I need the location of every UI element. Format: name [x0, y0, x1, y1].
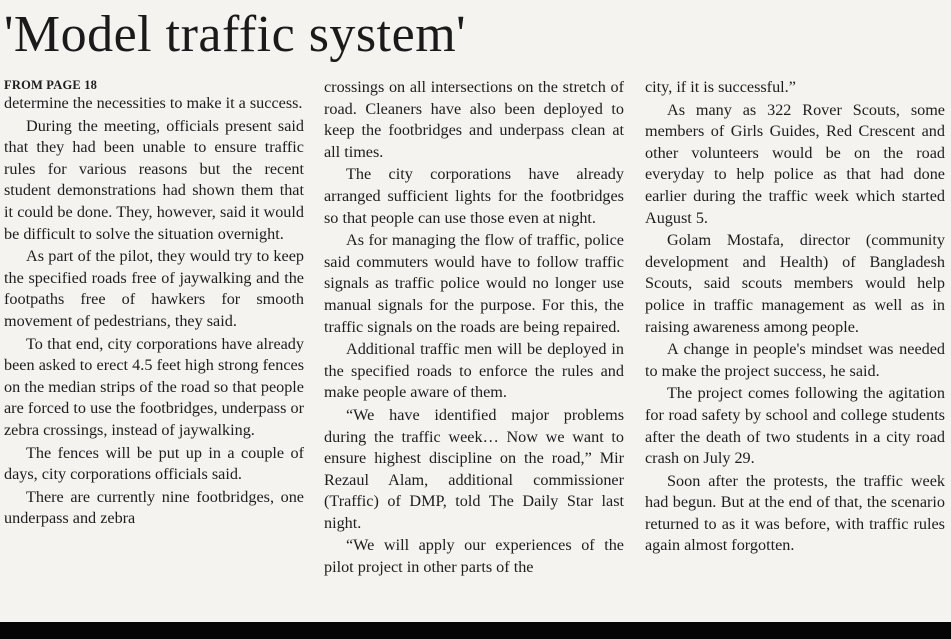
paragraph: “We have identified major problems during the traffic week… Now we want to ensure highest discipline on the road,” Mir Rezaul Alam, additional commissioner (Traffic) of DMP, told The Daily Star last night. — [324, 405, 624, 532]
headline: 'Model traffic system' — [4, 6, 467, 63]
article-column-2 — [324, 77, 624, 579]
paragraph: There are currently nine footbridges, one underpass and zebra — [4, 487, 304, 528]
paragraph: city, if it is successful.” — [645, 78, 796, 96]
paragraph: Golam Mostafa, director (community development and Health) of Bangladesh Scouts, said scouts members would help police in traffic management as well as in raising awareness among people. — [645, 231, 945, 336]
article-column-3 — [645, 77, 945, 557]
paragraph: “We will apply our experiences of the pilot project in other parts of the — [324, 536, 624, 577]
paragraph: Additional traffic men will be deployed in the specified roads to enforce the rules and make people aware of them. — [324, 340, 624, 402]
paragraph: Soon after the protests, the traffic week had begun. But at the end of that, the scenario returned to as it was before, with traffic rules again almost forgotten. — [645, 471, 945, 555]
paragraph: crossings on all intersections on the stretch of road. Cleaners have also been deployed to keep the footbridges and underpass clean at all times. — [324, 78, 624, 161]
paragraph: The fences will be put up in a couple of days, city corporations officials said. — [4, 443, 304, 484]
paragraph: To that end, city corporations have already been asked to erect 4.5 feet high strong fences on the median strips of the road so that people are forced to use the footbridges, underpass or zebra crossings, instead of jaywalking. — [4, 334, 304, 439]
continued-from-label: FROM PAGE 18 — [4, 78, 98, 92]
paragraph: The project comes following the agitation for road safety by school and college students after the death of two students in a city road crash on July 29. — [645, 384, 945, 468]
paragraph: A change in people's mindset was needed to make the project success, he said. — [645, 340, 945, 380]
paragraph: The city corporations have already arranged sufficient lights for the footbridges so that people can use those even at night. — [324, 165, 624, 227]
article-column-1 — [4, 77, 304, 530]
paragraph: As part of the pilot, they would try to keep the specified roads free of jaywalking and the footpaths free of hawkers for smooth movement of pedestrians, they said. — [4, 247, 304, 330]
scan-border — [0, 622, 951, 639]
paragraph: determine the necessities to make it a success. — [4, 94, 303, 112]
paragraph: During the meeting, officials present said that they had been unable to ensure traffic rules for various reasons but the recent student demonstrations had shown them that it could be done. They, however, said it would be difficult to solve the situation overnight. — [4, 116, 304, 243]
paragraph: As many as 322 Rover Scouts, some members of Girls Guides, Red Crescent and other volunteers would be on the road everyday to help police as that had done earlier during the traffic week which started August 5. — [645, 100, 945, 227]
paragraph: As for managing the flow of traffic, police said commuters would have to follow traffic signals as traffic police would no longer use manual signals for the purpose. For this, the traffic signals on the roads are being repaired. — [324, 231, 624, 336]
